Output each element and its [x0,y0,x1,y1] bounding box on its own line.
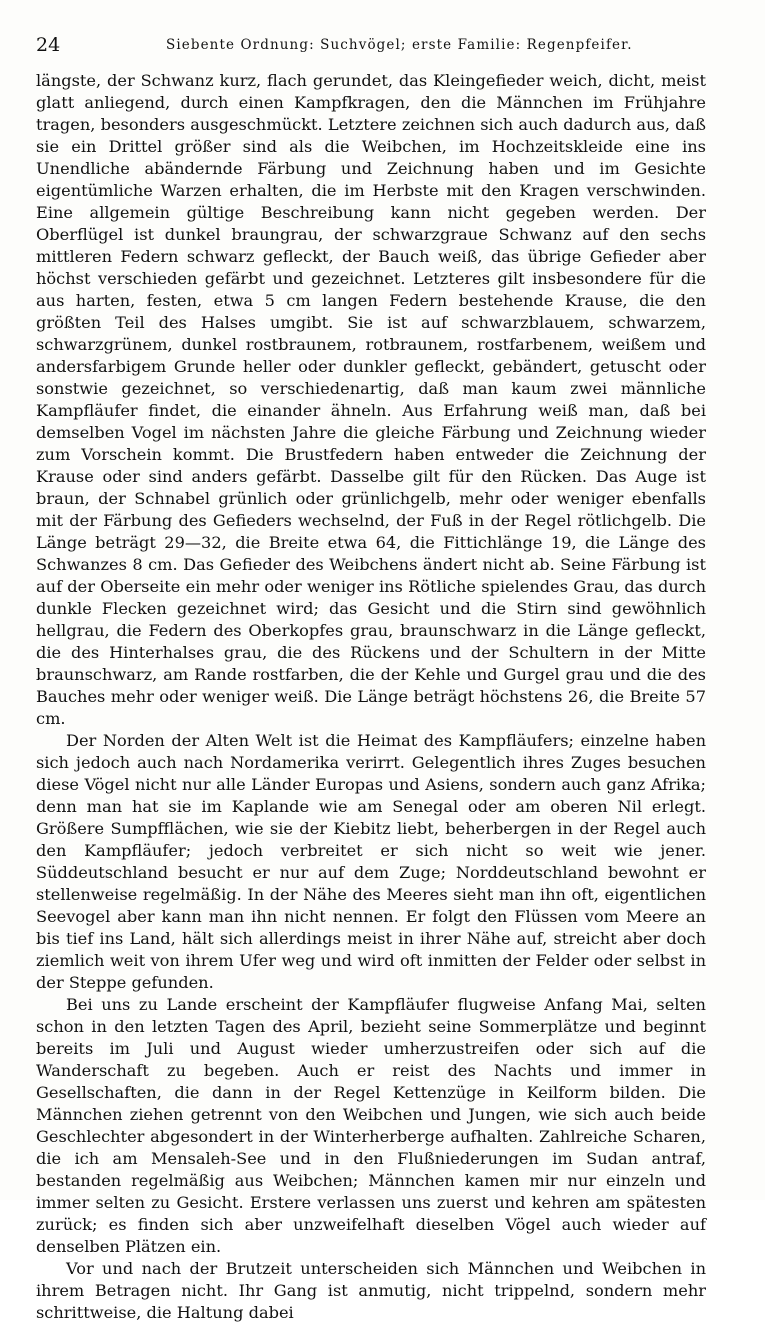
paragraph-2: Der Norden der Alten Welt ist die Heimat des Kampfläufers; einzelne haben sich jedoch auch nach Nordamerika verirrt. Gelegentlich ihres Zuges besuchen diese Vögel nicht nur alle Länder Europas und Asiens, sondern auch ganz Afrika; denn man hat sie im Kaplande wie am Senegal oder am oberen Nil erlegt. Größere Sumpfflächen, wie sie der Kiebitz liebt, beherbergen in der Regel auch den Kampfläufer; jedoch verbreitet er sich nicht so weit wie jener. Süddeutschland besucht er nur auf dem Zuge; Norddeutschland bewohnt er stellenweise regelmäßig. In der Nähe des Meeres sieht man ihn oft, eigentlichen Seevogel aber kann man ihn nicht nennen. Er folgt den Flüssen vom Meere an bis tief ins Land, hält sich allerdings meist in ihrer Nähe auf, streicht aber doch ziemlich weit von ihrem Ufer weg und wird oft inmitten der Felder oder selbst in der Steppe gefunden. [36,731,706,992]
running-head: Siebente Ordnung: Suchvögel; erste Familie: Regenpfeifer. [166,37,633,53]
body-text [36,70,706,1324]
paragraph-4: Vor und nach der Brutzeit unterscheiden sich Männchen und Weibchen in ihrem Betragen nicht. Ihr Gang ist anmutig, nicht trippelnd, sondern mehr schrittweise, die Haltung dabei [36,1259,706,1322]
paragraph-3: Bei uns zu Lande erscheint der Kampfläufer flugweise Anfang Mai, selten schon in den letzten Tagen des April, bezieht seine Sommerplätze und beginnt bereits im Juli und August wieder umherzustreifen oder sich auf die Wanderschaft zu begeben. Auch er reist des Nachts und immer in Gesellschaften, die dann in der Regel Kettenzüge in Keilform bilden. Die Männchen ziehen getrennt von den Weibchen und Jungen, wie sich auch beide Geschlechter abgesondert in der Winterherberge aufhalten. Zahlreiche Scharen, die ich am Mensaleh-See und in den Flußniederungen im Sudan antraf, bestanden regelmäßig aus Weibchen; Männchen kamen mir nur einzeln und immer selten zu Gesicht. Erstere verlassen uns zuerst und kehren am spätesten zurück; es finden sich aber unzweifelhaft dieselben Vögel auch wieder auf denselben Plätzen ein. [36,995,706,1256]
page-number: 24 [36,34,61,56]
paragraph-1: längste, der Schwanz kurz, flach gerundet, das Kleingefieder weich, dicht, meist glatt anliegend, durch einen Kampfkragen, den die Männchen im Frühjahre tragen, besonders ausgeschmückt. Letztere zeichnen sich auch dadurch aus, daß sie ein Drittel größer sind als die Weibchen, im Hochzeitskleide eine ins Unendliche abändernde Färbung und Zeichnung haben und im Gesichte eigentümliche Warzen erhalten, die im Herbste mit den Kragen verschwinden. Eine allgemein gültige Beschreibung kann nicht gegeben werden. Der Oberflügel ist dunkel braungrau, der schwarzgraue Schwanz auf den sechs mittleren Federn schwarz gefleckt, der Bauch weiß, das übrige Gefieder aber höchst verschieden gefärbt und gezeichnet. Letzteres gilt insbesondere für die aus harten, festen, etwa 5 cm langen Federn bestehende Krause, die den größten Teil des Halses umgibt. Sie ist auf schwarzblauem, schwarzem, schwarzgrünem, dunkel rostbraunem, rotbraunem, rostfarbenem, weißem und andersfarbigem Grunde heller oder dunkler gefleckt, gebändert, getuscht oder sonstwie gezeichnet, so verschiedenartig, daß man kaum zwei männliche Kampfläufer findet, die einander ähneln. Aus Erfahrung weiß man, daß bei demselben Vogel im nächsten Jahre die gleiche Färbung und Zeichnung wieder zum Vorschein kommt. Die Brustfedern haben entweder die Zeichnung der Krause oder sind anders gefärbt. Dasselbe gilt für den Rücken. Das Auge ist braun, der Schnabel grünlich oder grünlichgelb, mehr oder weniger ebenfalls mit der Färbung des Gefieders wechselnd, der Fuß in der Regel rötlichgelb. Die Länge beträgt 29—32, die Breite etwa 64, die Fittichlänge 19, die Länge des Schwanzes 8 cm. Das Gefieder des Weibchens ändert nicht ab. Seine Färbung ist auf der Oberseite ein mehr oder weniger ins Rötliche spielendes Grau, das durch dunkle Flecken gezeichnet wird; das Gesicht und die Stirn sind gewöhnlich hellgrau, die Federn des Oberkopfes grau, braunschwarz in die Länge gefleckt, die des Hinterhalses grau, die des Rückens und der Schultern in der Mitte braunschwarz, am Rande rostfarben, die der Kehle und Gurgel grau und die des Bauches mehr oder weniger weiß. Die Länge beträgt höchstens 26, die Breite 57 cm. [36,71,706,728]
page-header [36,34,713,62]
